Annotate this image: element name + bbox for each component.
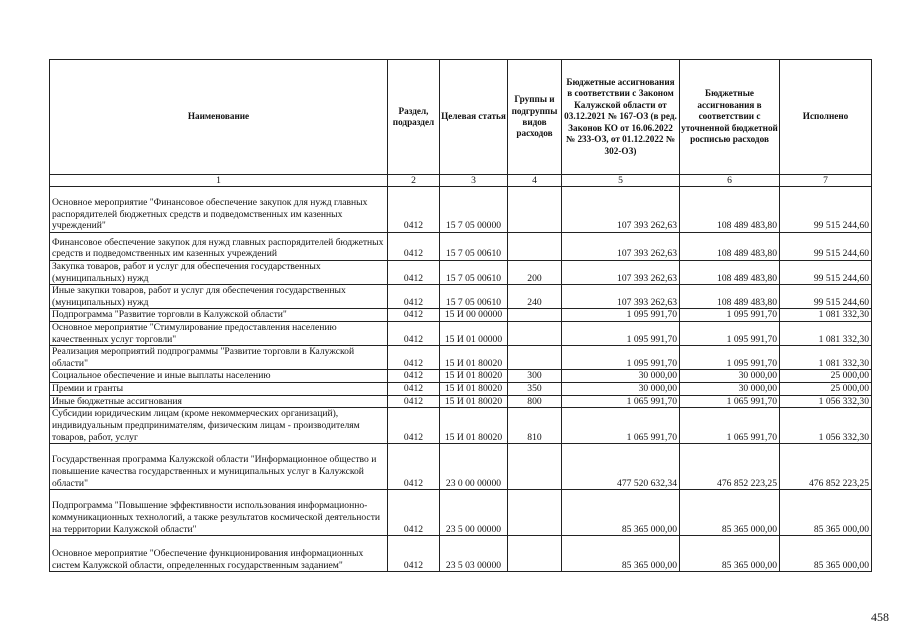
row-target-article: 15 И 01 80020	[440, 408, 508, 444]
row-law-amount: 107 393 262,63	[562, 285, 680, 309]
header-refined-allocations: Бюджетные ассигнования в соответствии с уточненной бюджетной росписью расходов	[680, 60, 780, 175]
header-executed: Исполнено	[780, 60, 872, 175]
row-section: 0412	[388, 370, 440, 383]
table-row	[50, 382, 872, 395]
table-row	[50, 536, 872, 572]
row-name: Субсидии юридическим лицам (кроме некоммерческих организаций), индивидуальным предпринимателям, физическим лицам - производителям товаров, работ, услуг	[50, 408, 388, 444]
row-expense-group	[508, 233, 562, 261]
row-target-article: 15 7 05 00610	[440, 285, 508, 309]
row-law-amount: 1 065 991,70	[562, 408, 680, 444]
header-target-article: Целевая статья	[440, 60, 508, 175]
column-number: 5	[562, 175, 680, 187]
row-executed-amount: 99 515 244,60	[780, 233, 872, 261]
header-name: Наименование	[50, 60, 388, 175]
row-law-amount: 30 000,00	[562, 370, 680, 383]
table-row	[50, 408, 872, 444]
row-law-amount: 85 365 000,00	[562, 536, 680, 572]
table-row	[50, 346, 872, 370]
row-name: Финансовое обеспечение закупок для нужд главных распорядителей бюджетных средств и подведомственных им казенных учреждений	[50, 233, 388, 261]
row-executed-amount: 99 515 244,60	[780, 261, 872, 285]
row-law-amount: 1 095 991,70	[562, 346, 680, 370]
row-name: Премии и гранты	[50, 382, 388, 395]
row-section: 0412	[388, 233, 440, 261]
row-refined-amount: 1 065 991,70	[680, 408, 780, 444]
column-number: 7	[780, 175, 872, 187]
budget-table	[49, 59, 872, 572]
row-expense-group	[508, 321, 562, 345]
row-executed-amount: 1 081 332,30	[780, 309, 872, 322]
row-refined-amount: 1 095 991,70	[680, 321, 780, 345]
row-expense-group	[508, 536, 562, 572]
row-section: 0412	[388, 444, 440, 490]
row-section: 0412	[388, 321, 440, 345]
row-name: Основное мероприятие "Стимулирование предоставления населению качественных услуг торговли"	[50, 321, 388, 345]
row-target-article: 15 И 01 80020	[440, 382, 508, 395]
row-section: 0412	[388, 382, 440, 395]
column-number-row	[50, 175, 872, 187]
row-refined-amount: 108 489 483,80	[680, 233, 780, 261]
column-number: 3	[440, 175, 508, 187]
table-row	[50, 490, 872, 536]
row-law-amount: 1 095 991,70	[562, 309, 680, 322]
row-executed-amount: 476 852 223,25	[780, 444, 872, 490]
row-refined-amount: 1 095 991,70	[680, 346, 780, 370]
row-target-article: 23 0 00 00000	[440, 444, 508, 490]
table-row	[50, 395, 872, 408]
row-refined-amount: 85 365 000,00	[680, 536, 780, 572]
column-number: 6	[680, 175, 780, 187]
row-law-amount: 107 393 262,63	[562, 233, 680, 261]
row-expense-group	[508, 490, 562, 536]
row-executed-amount: 25 000,00	[780, 370, 872, 383]
table-row	[50, 444, 872, 490]
row-law-amount: 30 000,00	[562, 382, 680, 395]
row-executed-amount: 1 081 332,30	[780, 346, 872, 370]
row-law-amount: 477 520 632,34	[562, 444, 680, 490]
row-section: 0412	[388, 187, 440, 233]
row-name: Подпрограмма "Развитие торговли в Калужской области"	[50, 309, 388, 322]
row-target-article: 15 7 05 00610	[440, 233, 508, 261]
header-expense-group: Группы и подгруппы видов расходов	[508, 60, 562, 175]
row-name: Иные бюджетные ассигнования	[50, 395, 388, 408]
row-refined-amount: 30 000,00	[680, 382, 780, 395]
row-expense-group	[508, 444, 562, 490]
row-expense-group	[508, 309, 562, 322]
row-target-article: 15 И 01 80020	[440, 346, 508, 370]
row-section: 0412	[388, 536, 440, 572]
table-row	[50, 233, 872, 261]
row-target-article: 15 7 05 00610	[440, 261, 508, 285]
table-row	[50, 370, 872, 383]
row-executed-amount: 1 056 332,30	[780, 408, 872, 444]
row-expense-group: 240	[508, 285, 562, 309]
row-target-article: 15 7 05 00000	[440, 187, 508, 233]
row-name: Реализация мероприятий подпрограммы "Развитие торговли в Калужской области"	[50, 346, 388, 370]
row-executed-amount: 1 056 332,30	[780, 395, 872, 408]
table-row	[50, 309, 872, 322]
row-law-amount: 107 393 262,63	[562, 187, 680, 233]
table-row	[50, 321, 872, 345]
table-row	[50, 187, 872, 233]
row-expense-group	[508, 187, 562, 233]
row-section: 0412	[388, 395, 440, 408]
row-name: Закупка товаров, работ и услуг для обеспечения государственных (муниципальных) нужд	[50, 261, 388, 285]
row-section: 0412	[388, 285, 440, 309]
column-number: 2	[388, 175, 440, 187]
row-expense-group: 200	[508, 261, 562, 285]
row-law-amount: 1 065 991,70	[562, 395, 680, 408]
column-number: 4	[508, 175, 562, 187]
row-section: 0412	[388, 261, 440, 285]
row-target-article: 15 И 01 80020	[440, 395, 508, 408]
row-name: Социальное обеспечение и иные выплаты населению	[50, 370, 388, 383]
row-refined-amount: 108 489 483,80	[680, 187, 780, 233]
row-name: Основное мероприятие "Обеспечение функционирования информационных систем Калужской области, определенных государственным заданием"	[50, 536, 388, 572]
page-number: 458	[871, 610, 889, 624]
table-row	[50, 261, 872, 285]
row-target-article: 23 5 00 00000	[440, 490, 508, 536]
header-law-allocations: Бюджетные ассигнования в соответствии с Законом Калужской области от 03.12.2021 № 167-ОЗ (в ред. Законов КО от 16.06.2022 № 233-ОЗ, от 01.12.2022 № 302-ОЗ)	[562, 60, 680, 175]
row-expense-group	[508, 346, 562, 370]
row-executed-amount: 25 000,00	[780, 382, 872, 395]
row-target-article: 15 И 01 00000	[440, 321, 508, 345]
row-executed-amount: 1 081 332,30	[780, 321, 872, 345]
row-executed-amount: 99 515 244,60	[780, 285, 872, 309]
row-name: Основное мероприятие "Финансовое обеспечение закупок для нужд главных распорядителей бюджетных средств и подведомственных им казенных учреждений"	[50, 187, 388, 233]
row-executed-amount: 99 515 244,60	[780, 187, 872, 233]
row-refined-amount: 30 000,00	[680, 370, 780, 383]
row-refined-amount: 1 065 991,70	[680, 395, 780, 408]
row-name: Подпрограмма "Повышение эффективности использования информационно-коммуникационных технологий, а также результатов космической деятельности на территории Калужской области"	[50, 490, 388, 536]
row-name: Государственная программа Калужской области "Информационное общество и повышение качества государственных и муниципальных услуг в Калужской области"	[50, 444, 388, 490]
row-law-amount: 85 365 000,00	[562, 490, 680, 536]
row-refined-amount: 108 489 483,80	[680, 261, 780, 285]
row-refined-amount: 1 095 991,70	[680, 309, 780, 322]
row-section: 0412	[388, 408, 440, 444]
row-executed-amount: 85 365 000,00	[780, 490, 872, 536]
row-section: 0412	[388, 490, 440, 536]
row-target-article: 15 И 01 80020	[440, 370, 508, 383]
header-row	[50, 60, 872, 175]
row-section: 0412	[388, 346, 440, 370]
row-law-amount: 107 393 262,63	[562, 261, 680, 285]
row-refined-amount: 476 852 223,25	[680, 444, 780, 490]
row-target-article: 15 И 00 00000	[440, 309, 508, 322]
row-section: 0412	[388, 309, 440, 322]
row-law-amount: 1 095 991,70	[562, 321, 680, 345]
row-expense-group: 810	[508, 408, 562, 444]
row-refined-amount: 108 489 483,80	[680, 285, 780, 309]
row-expense-group: 300	[508, 370, 562, 383]
header-section: Раздел, подраздел	[388, 60, 440, 175]
row-expense-group: 350	[508, 382, 562, 395]
row-name: Иные закупки товаров, работ и услуг для обеспечения государственных (муниципальных) нужд	[50, 285, 388, 309]
table-row	[50, 285, 872, 309]
row-refined-amount: 85 365 000,00	[680, 490, 780, 536]
row-target-article: 23 5 03 00000	[440, 536, 508, 572]
row-executed-amount: 85 365 000,00	[780, 536, 872, 572]
column-number: 1	[50, 175, 388, 187]
row-expense-group: 800	[508, 395, 562, 408]
